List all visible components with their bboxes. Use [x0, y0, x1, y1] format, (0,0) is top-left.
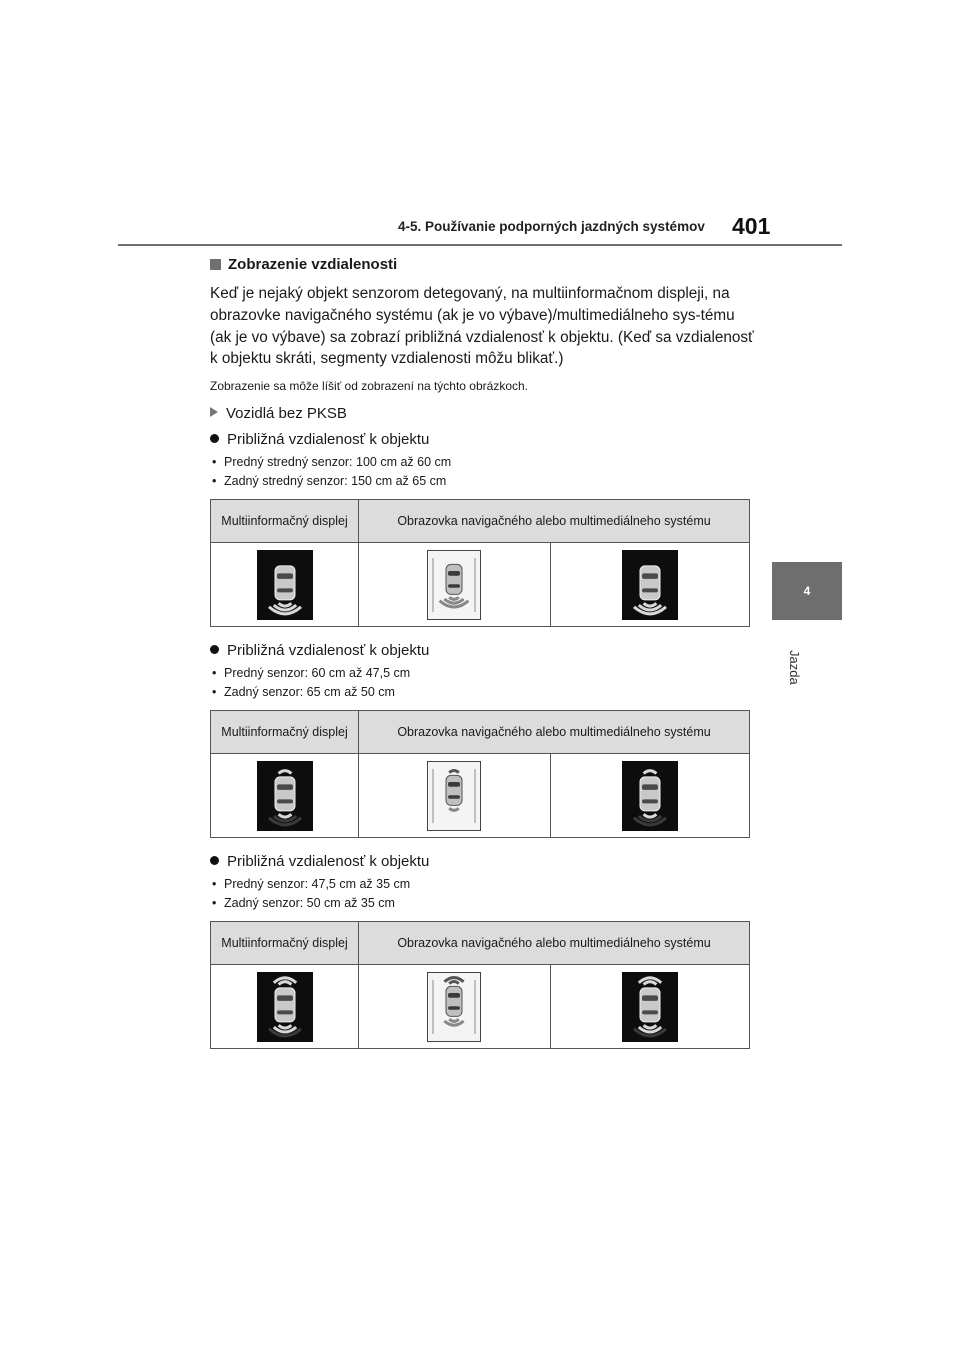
sensor-range-text: Predný senzor: 47,5 cm až 35 cm: [224, 877, 411, 892]
distance-group-title: [210, 641, 755, 661]
sensor-range-text: Zadný stredný senzor: 150 cm až 65 cm: [224, 474, 447, 489]
header-multiinfo-display: Multiinformačný displej: [211, 711, 359, 754]
small-bullet-icon: •: [212, 896, 217, 911]
header-navigation-screen: Obrazovka navigačného alebo multimediálneho systému: [359, 500, 750, 543]
chapter-tab: 4: [772, 562, 842, 620]
navigation-dark-illustration: [622, 972, 678, 1042]
round-bullet-icon: [210, 856, 219, 865]
header-section-title: 4-5. Používanie podporných jazdných systémov: [398, 219, 705, 234]
square-bullet-icon: [210, 259, 221, 270]
distance-group-title-text: Približná vzdialenosť k objektu: [227, 853, 430, 871]
distance-display-table: [210, 499, 750, 627]
small-bullet-icon: •: [212, 877, 217, 892]
page-content: [210, 256, 755, 1063]
multiinfo-display-illustration: [257, 972, 313, 1042]
distance-group-title: [210, 852, 755, 872]
illustration-cell: [211, 965, 359, 1049]
distance-display-table: [210, 710, 750, 838]
multiinfo-display-illustration: [257, 761, 313, 831]
header-navigation-screen: Obrazovka navigačného alebo multimediálneho systému: [359, 711, 750, 754]
page-number: 401: [732, 213, 771, 239]
display-note: Zobrazenie sa môže líšiť od zobrazení na týchto obrázkoch.: [210, 379, 528, 394]
illustration-cell: [550, 543, 749, 627]
sensor-range-text: Zadný senzor: 65 cm až 50 cm: [224, 685, 395, 700]
sensor-range-text: Predný senzor: 60 cm až 47,5 cm: [224, 666, 411, 681]
sensor-range-item: [210, 665, 755, 681]
distance-group-title-text: Približná vzdialenosť k objektu: [227, 642, 430, 660]
illustration-cell: [211, 754, 359, 838]
sensor-range-item: [210, 684, 755, 700]
header-multiinfo-display: Multiinformačný displej: [211, 500, 359, 543]
illustration-cell: [550, 754, 749, 838]
illustration-cell: [359, 754, 551, 838]
small-bullet-icon: •: [212, 666, 217, 681]
illustration-cell: [359, 543, 551, 627]
vehicle-type-heading: [210, 404, 755, 424]
round-bullet-icon: [210, 434, 219, 443]
vehicle-type-text: Vozidlá bez PKSB: [226, 405, 347, 423]
sensor-range-text: Zadný senzor: 50 cm až 35 cm: [224, 896, 395, 911]
header-navigation-screen: Obrazovka navigačného alebo multimediálneho systému: [359, 922, 750, 965]
navigation-light-illustration: [427, 761, 481, 831]
header-multiinfo-display: Multiinformačný displej: [211, 922, 359, 965]
sensor-range-item: [210, 454, 755, 470]
navigation-dark-illustration: [622, 761, 678, 831]
chapter-label: Jazda: [787, 650, 802, 685]
intro-paragraph: Keď je nejaký objekt senzorom detegovaný, na multiinformačnom displeji, na obrazovke navigačného systému (ak je vo výbave)/multimediálneho sys-tému (ak je vo výbave) sa zobrazí približná vzdialenosť k objektu. (Keď sa vzdialenosť k objektu skráti, segmenty vzdialenosti môžu blikať.): [210, 285, 754, 368]
triangle-arrow-icon: [210, 407, 218, 417]
header-rule: [118, 244, 842, 246]
sensor-range-item: [210, 895, 755, 911]
small-bullet-icon: •: [212, 474, 217, 489]
distance-group-title: [210, 430, 755, 450]
illustration-cell: [550, 965, 749, 1049]
illustration-cell: [211, 543, 359, 627]
small-bullet-icon: •: [212, 685, 217, 700]
illustration-cell: [359, 965, 551, 1049]
small-bullet-icon: •: [212, 455, 217, 470]
sensor-range-item: [210, 876, 755, 892]
sensor-range-item: [210, 473, 755, 489]
navigation-light-illustration: [427, 972, 481, 1042]
sensor-range-text: Predný stredný senzor: 100 cm až 60 cm: [224, 455, 452, 470]
distance-display-table: [210, 921, 750, 1049]
navigation-dark-illustration: [622, 550, 678, 620]
section-heading-text: Zobrazenie vzdialenosti: [228, 256, 398, 273]
distance-group-title-text: Približná vzdialenosť k objektu: [227, 431, 430, 449]
distance-groups: [210, 430, 755, 1049]
navigation-light-illustration: [427, 550, 481, 620]
section-heading: [210, 256, 755, 274]
round-bullet-icon: [210, 645, 219, 654]
multiinfo-display-illustration: [257, 550, 313, 620]
